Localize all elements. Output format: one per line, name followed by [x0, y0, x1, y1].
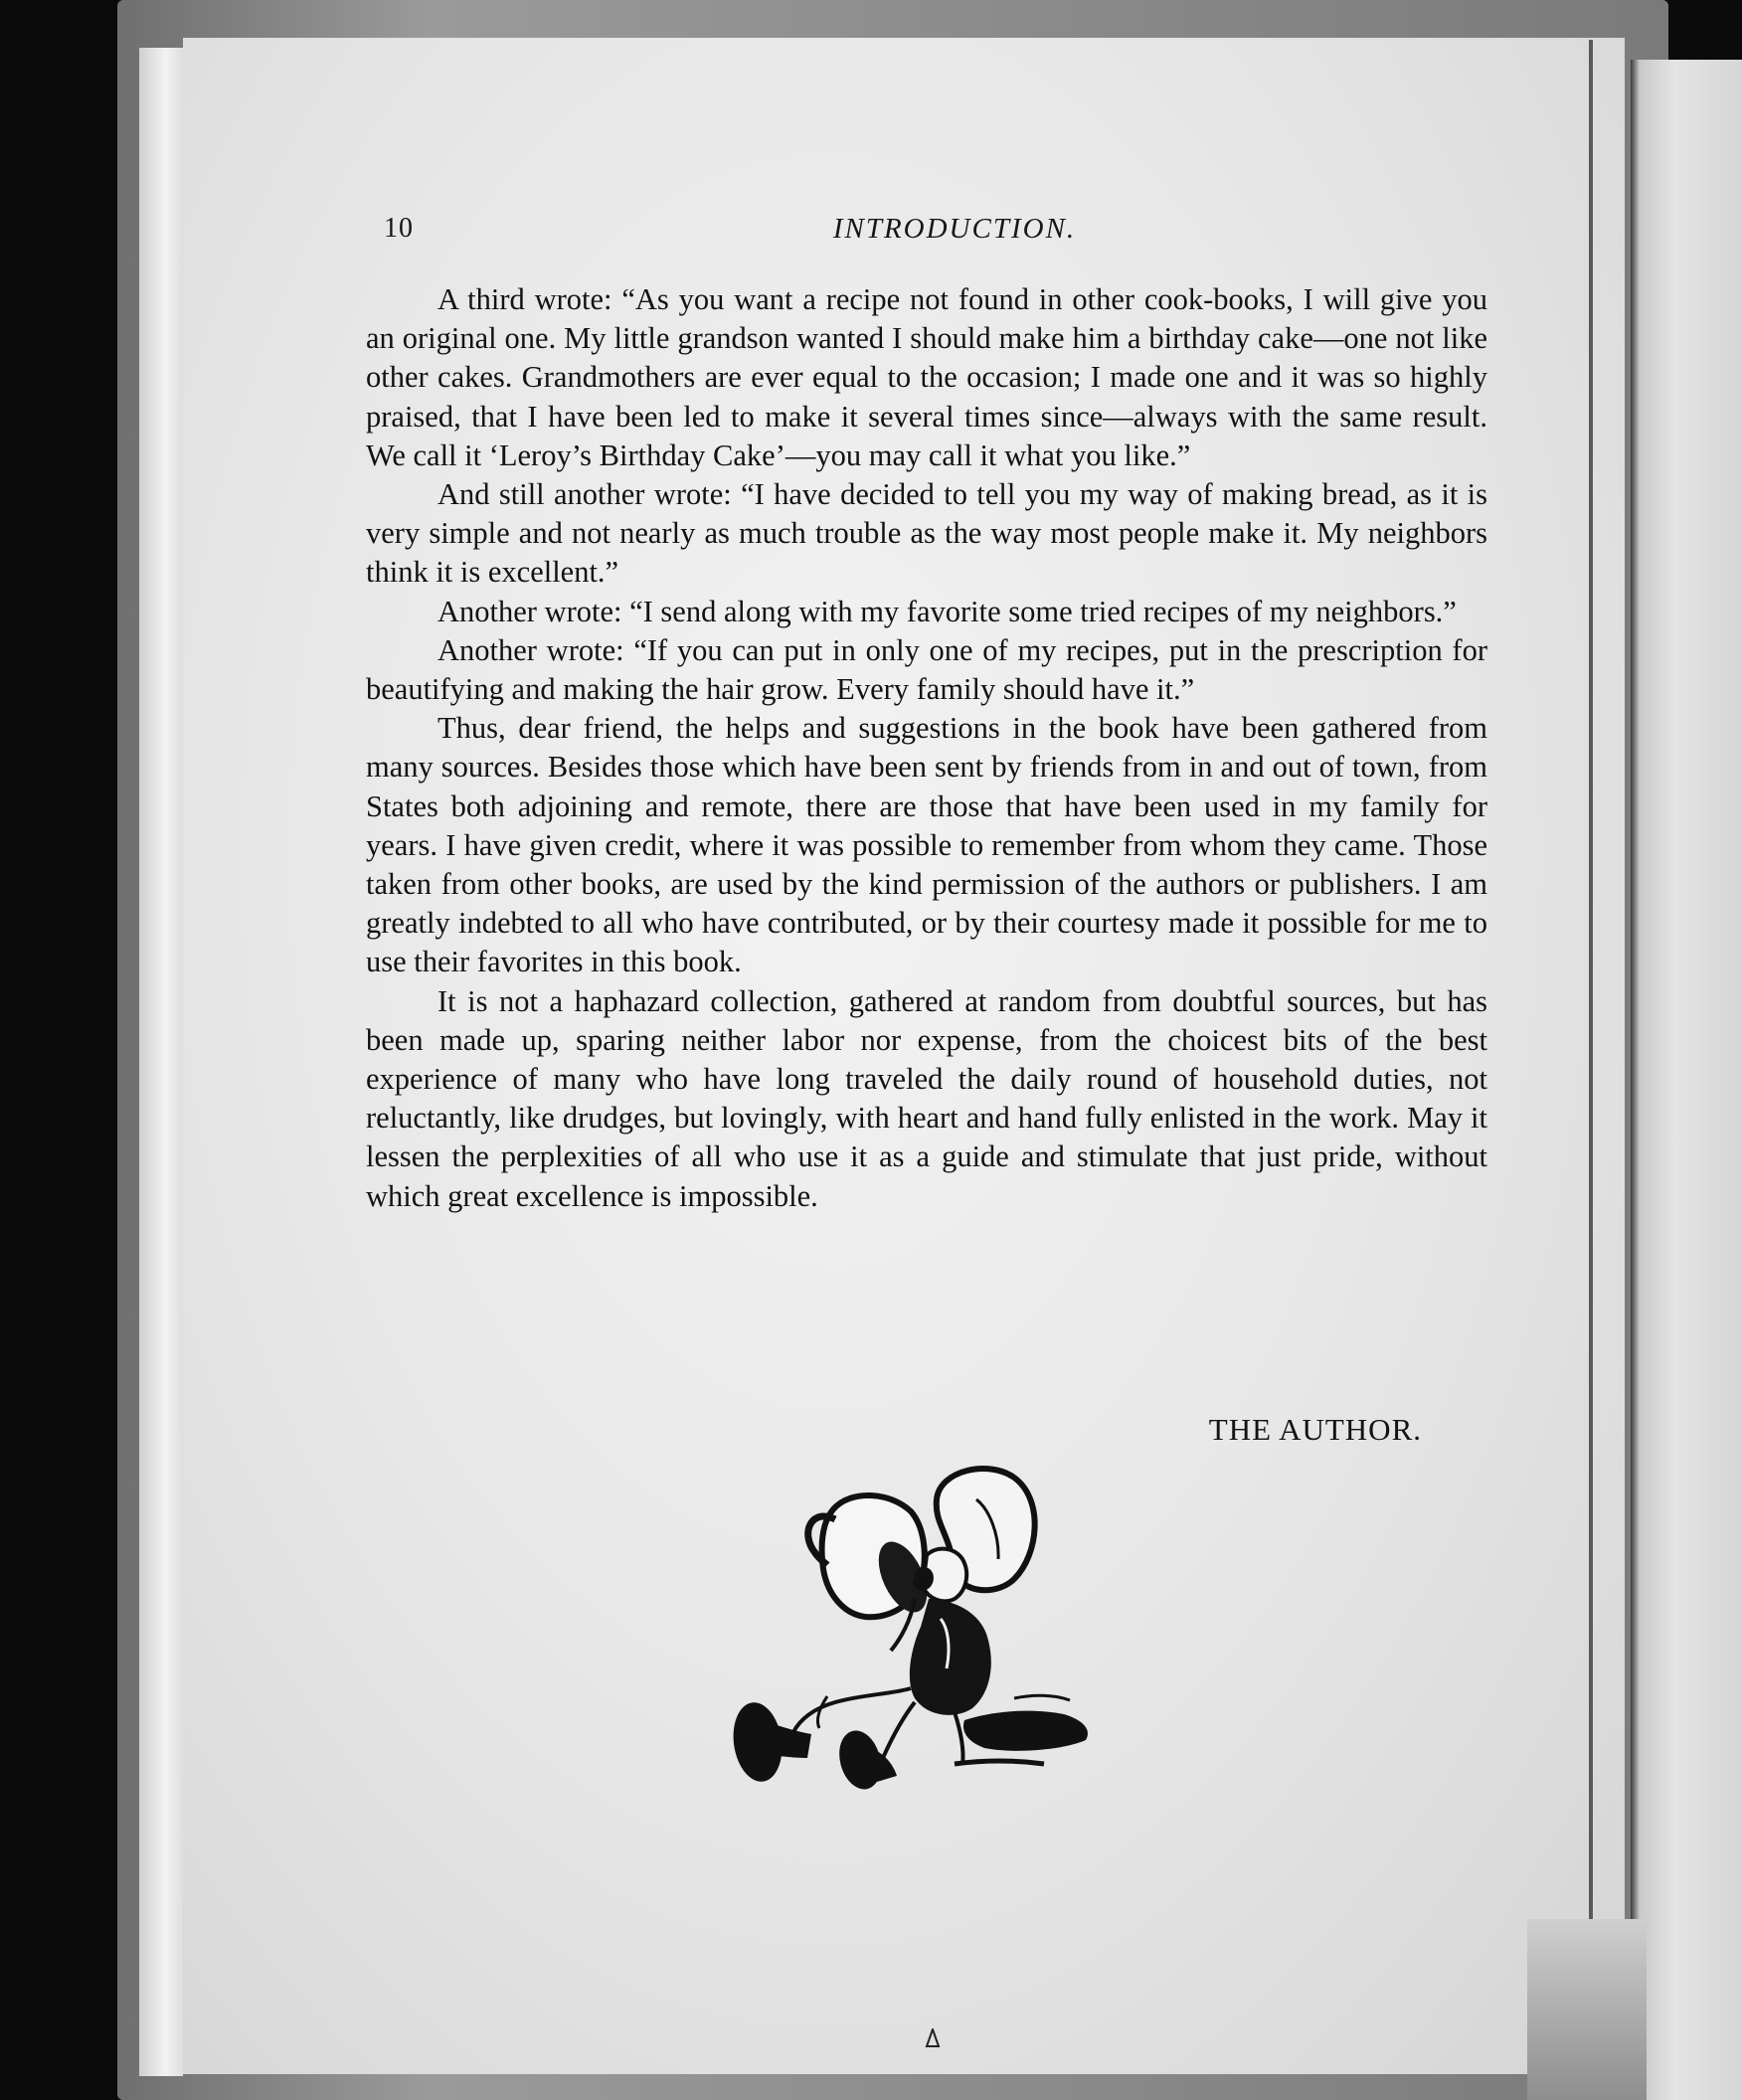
- section-title: INTRODUCTION.: [832, 213, 1077, 245]
- book-spine: [1589, 40, 1593, 2088]
- paragraph: Another wrote: “If you can put in only one of my recipes, put in the prescription for beautifying and making the hair grow. Every family should have it.”: [366, 632, 1487, 707]
- torn-binding: [1527, 1919, 1647, 2100]
- child-drinking-from-pitcher-icon: [716, 1460, 1114, 1818]
- page-number: 10: [384, 213, 414, 244]
- running-head: [378, 213, 1491, 253]
- body-text: [366, 280, 1487, 1216]
- paragraph: A third wrote: “As you want a recipe not found in other cook-books, I will give you an original one. My little grandson wanted I should make him a birthday cake—one not like other cakes. Grandmothers are ever equal to the occasion; I made one and it was so highly praised, that I have been led to make it several times since—always with the same result. We call it ‘Leroy’s Birthday Cake’—you may call it what you like.”: [366, 282, 1487, 472]
- facing-page-edge: [1631, 60, 1742, 2100]
- page-edge-stack: [139, 48, 183, 2076]
- paragraph: And still another wrote: “I have decided to tell you my way of making bread, as it is very simple and not nearly as much trouble as the way most people make it. My neighbors think it is excellent.”: [366, 477, 1487, 590]
- author-signature: THE AUTHOR.: [1208, 1412, 1422, 1447]
- paragraph: Thus, dear friend, the helps and suggestions in the book have been gathered from many sources. Besides those which have been sent by friends from in and out of town, from States both adjoining and remote, there are those that have been used in my family for years. I have given credit, where it was possible to remember from whom they came. Those taken from other books, are used by the kind permission of the authors or publishers. I am greatly indebted to all who have contributed, or by their courtesy made it possible for me to use their favorites in this book.: [366, 711, 1487, 979]
- paragraph: It is not a haphazard collection, gathered at random from doubtful sources, but has been made up, sparing neither labor nor expense, from the choicest bits of the best experience of many who have long traveled the daily round of household duties, not reluctantly, like drudges, but lovingly, with heart and hand fully enlisted in the work. May it lessen the perplexities of all who use it as a guide and stimulate that just pride, without which great excellence is impossible.: [366, 983, 1487, 1213]
- paragraph: Another wrote: “I send along with my favorite some tried recipes of my neighbors.”: [437, 594, 1457, 628]
- printer-mark-icon: [925, 2028, 941, 2048]
